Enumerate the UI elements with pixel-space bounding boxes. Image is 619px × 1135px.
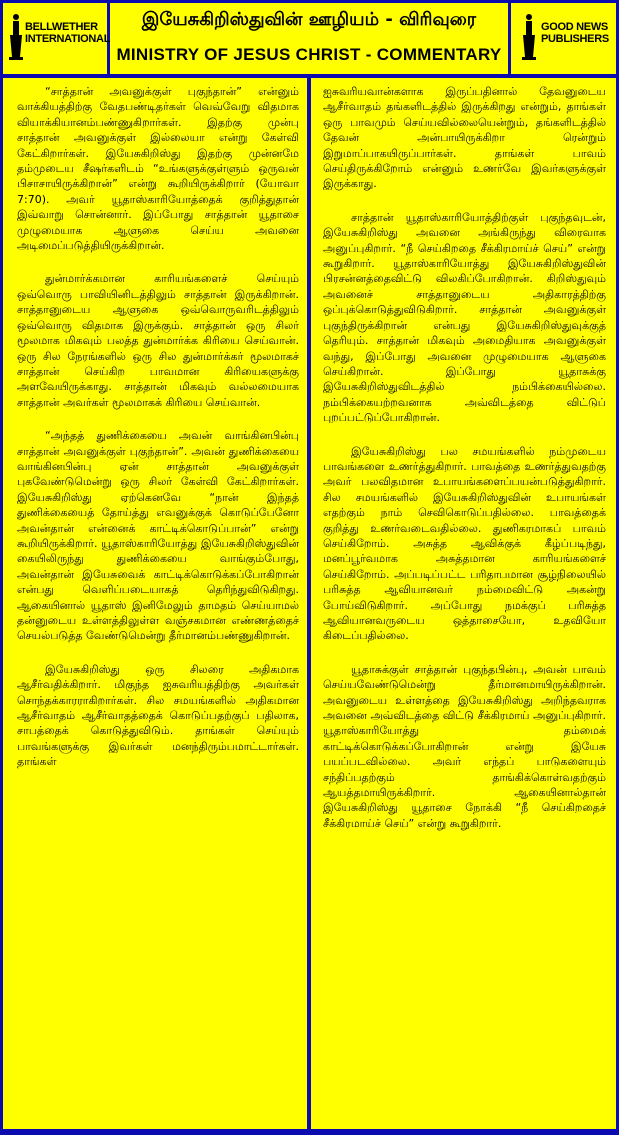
paragraph: இயேசுகிறிஸ்து பல சமயங்களில் நம்முடைய பாவங்களை உணர்த்துகிறார். பாவத்தை உணர்த்துவதற்கு அவர் பலவிதமான உபாயங்களைப்பயன்படுத்துகிறார். சில சமயங்களில் இயேசுகிறிஸ்துவின் உபாயங்கள் எதற்கும் நாம் செவிகொடுப்பதில்லை. பாவத்தைக் குறித்து உணர்வடைவதில்லை. துணிகரமாகப் பாவம் செய்கிறோம். அசுத்த ஆவிக்குக் கீழ்ப்படிந்து, மனப்பூர்வமாக அசுத்தமான காரியங்களைச் செய்கிறோம். அப்படிப்பட்ட பரிதாபமான சூழ்நிலையில் பரிசுத்த ஆவியானவர் நம்மைவிட்டு அகன்று போய்விடுகிறார். அப்போது நமக்குப் பரிசுத்த ஆவியானவருடைய ஒத்தாசையோ, உதவியோ கிடைப்பதில்லை. bbox=[323, 444, 606, 643]
page-title-tamil: இயேசுகிறிஸ்துவின் ஊழியம் - விரிவுரை bbox=[141, 9, 477, 30]
bellwether-logo bbox=[3, 3, 111, 74]
paragraph: சாத்தான் யூதாஸ்காரியோத்திற்குள் புகுந்தவுடன், இயேசுகிறிஸ்து அவனை அங்கிருந்து விரைவாக அனுப்புகிறார். “நீ செய்கிறதை சீக்கிரமாய்ச் செய்” என்று கூறுகிறார். யூதாஸ்காரியோத்து இயேசுகிறிஸ்துவின் பிரசன்னத்தைவிட்டு விலகிப்போகிறான். கிறிஸ்துவும் அவனைச் சாத்தானுடைய அதிகாரத்திற்கு ஒப்புக்கொடுத்துவிடுகிறார். சாத்தான் அவனுக்குள் புகுந்திருக்கிறான் என்பது இயேசுகிறிஸ்துவுக்குத் தெரியும். சாத்தான் மிகவும் அமைதியாக அவனுக்குள் வந்து, இப்போது அவனை முழுமையாக ஆளுகை செய்கிறான். இப்போது யூதாசுக்கு இயேசுகிறிஸ்துவிடத்தில் நம்பிக்கையில்லை. நம்பிக்கையற்றவனாக அவ்விடத்தை விட்டுப் புறப்பட்டுப்போகிறான். bbox=[323, 210, 606, 425]
bellwether-figure-icon bbox=[8, 13, 24, 61]
bellwether-logo-line1: BELLWETHER bbox=[25, 21, 98, 33]
bellwether-logo-text bbox=[25, 21, 111, 45]
left-column bbox=[3, 78, 307, 1129]
paragraph: துன்மார்க்கமான காரியங்களைச் செய்யும் ஒவ்வொரு பாவியினிடத்திலும் சாத்தான் இருக்கிறான். சாத்தானுடைய ஆளுகை ஒவ்வொருவரிடத்திலும் ஒவ்வொரு விதமாக இருக்கும். சாத்தான் ஒரு சிலர் மூலமாக மிகவும் பலத்த துன்மார்க்க கிரியை செய்வான். ஒரு சில நேரங்களில் ஒரு சில துன்மார்க்கர் மூலமாகச் சாத்தான் செய்கிற பாவமான கிரியைகளுக்கு அளவேயிருக்காது. சாத்தான் மிகவும் வல்லமையாக சாத்தான் அவர்கள் மூலமாகக் கிரியை செய்வான். bbox=[17, 272, 299, 409]
paragraph: இயேசுகிறிஸ்து ஒரு சிலரை அதிகமாக ஆசீர்வதிக்கிறார். மிகுந்த ஐசுவரியத்திற்கு அவர்கள் சொந்தக்காரராகிறார்கள். சில சமயங்களில் அதிகமான ஆசீர்வாதம் ஆசீர்வாதத்தைக் கொடுப்பதற்குப் பதிலாக, சாபத்தைக் கொடுத்துவிடும். தாங்கள் செய்யும் பாவங்களுக்கு இவர்கள் மனந்திரும்பமாட்டார்கள். தாங்கள் bbox=[17, 662, 299, 769]
good-news-figure-icon bbox=[521, 13, 537, 61]
paragraph-continued: ஐசுவரியவான்களாக இருப்பதினால் தேவனுடைய ஆசீர்வாதம் தங்களிடத்தில் இருக்கிறது என்றும், தாங்கள் ஒரு பாவமும் செய்யவில்லையென்றும், தங்களிடத்தில் தேவன் அன்பாயிருக்கிறா ரென்றும் இறுமாப்பாகயிருப்பார்கள். தாங்கள் பாவம் செய்திருக்கிறோம் என்னும் உணர்வே இவர்களுக்குள் இருக்காது. bbox=[323, 85, 606, 191]
paragraph: “சாத்தான் அவனுக்குள் புகுந்தான்” என்னும் வாக்கியத்திற்கு வேதபண்டிதர்கள் வெவ்வேறு விதமாக வியாக்கியானம்பண்ணுகிறார்கள். இதற்கு முன்பு சாத்தான் அவனுக்குள் இல்லையா என்று கேள்வி கேட்கிறார்கள். இயேசுகிறிஸ்து இதற்கு முன்னமே தம்முடைய சீஷர்களிடம் “உங்களுக்குள்ளும் ஒருவன் பிசாசாயிருக்கிறான்” என்று கூறியிருக்கிறார் (யோவா 7:70). அவர் யூதாஸ்காரியோத்தைக் குறித்துதான் இவ்வாறு சொன்னார். இப்போது சாத்தான் யூதாசை முழுமையாக ஆளுகை செய்ய அவனை அடிமைப்படுத்தியிருக்கிறான். bbox=[17, 85, 299, 253]
good-news-logo-line1: GOOD NEWS bbox=[541, 21, 608, 33]
title-box bbox=[110, 3, 508, 74]
right-column bbox=[311, 78, 616, 1129]
bellwether-logo-line2: INTERNATIONAL bbox=[25, 33, 111, 45]
page-header bbox=[3, 3, 616, 74]
paragraph: யூதாசுக்குள் சாத்தான் புகுந்தபின்பு, அவன் பாவம் செய்யவேண்டுமென்று தீர்மானமாயிருக்கிறான். அவனுடைய உள்ளத்தை இயேசுகிறிஸ்து அறிந்தவராக அவனை அவ்விடத்தை விட்டு சீக்கிரமாய் அனுப்புகிறார். யூதாஸ்காரியோத்து தம்மைக் காட்டிக்கொடுக்கப்போகிறான் என்று இயேசு பயப்படவில்லை. அவர் எந்தப் பாடுகளையும் சந்திப்பதற்கும் தாங்கிக்கொள்வதற்கும் ஆயத்தமாயிருக்கிறார். ஆகையினால்தான் இயேசுகிறிஸ்து யூதாசை நோக்கி “நீ செய்கிறதைச் சீக்கிரமாய்ச் செய்” என்று கூறுகிறார். bbox=[323, 662, 606, 830]
good-news-logo-line2: PUBLISHERS bbox=[541, 33, 609, 45]
paragraph: “அந்தத் துணிக்கையை அவன் வாங்கினபின்பு சாத்தான் அவனுக்குள் புகுந்தான்”. அவன் துணிக்கையை வாங்கினபின்பு ஏன் சாத்தான் அவனுக்குள் புகவேண்டுமென்று ஒரு சிலர் கேள்வி கேட்கிறார்கள். இயேசுகிறிஸ்து ஏற்கெனவே “நான் இந்தத் துணிக்கையைத் தோய்த்து எவனுக்குக் கொடுப்பேனோ அவன்தான் என்னைக் காட்டிக்கொடுப்பான்” என்று கூறியிருக்கிறார். யூதாஸ்காரியோத்து இயேசுகிறிஸ்துவின் கையிலிருந்து துணிக்கையை வாங்கும்போது, அவன்தான் இயேசுவைக் காட்டிக்கொடுக்கப்போகிறான் என்பது வெளிப்படையாகத் தெரிந்துவிடுகிறது. ஆகையினால் யூதாஸ் இனிமேலும் தாமதம் செய்யாமல் தன்னுடைய உள்ளத்திலுள்ள வஞ்சகமான எண்ணத்தைச் செயல்படுத்த வேண்டுமென்று தீர்மானம்பண்ணுகிறான். bbox=[17, 429, 299, 643]
good-news-logo-text bbox=[541, 21, 615, 45]
good-news-logo bbox=[511, 3, 616, 74]
page-title-english: MINISTRY OF JESUS CHRIST - COMMENTARY bbox=[116, 45, 502, 64]
